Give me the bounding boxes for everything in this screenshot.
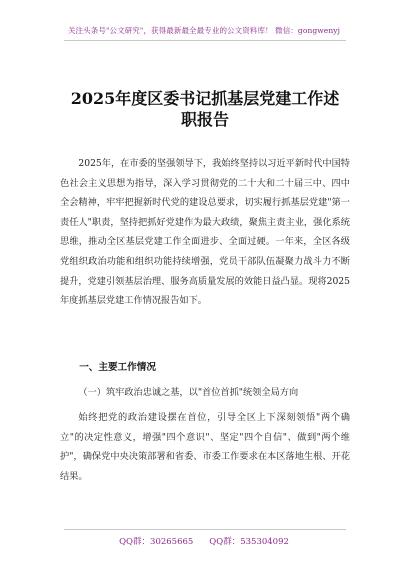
footer-qq-group-2: QQ群：535304092	[209, 537, 289, 547]
intro-paragraph: 2025年，在市委的坚强领导下，我始终坚持以习近平新时代中国特色社会主义思想为指导，深入学习贯彻党的二十大和二十届三中、四中全会精神，牢牢把握新时代党的建设总要求，切实履行抓基层党建"第一责任人"职责，坚持把抓好党建作为最大政绩，聚焦主责主业，强化系统思维，推动全区基层党建工作全面进步、全面过硬。一年来，全区各级党组织政治功能和组织功能持续增强，党员干部队伍凝聚力战斗力不断提升，党建引领基层治理、服务高质量发展的效能日益凸显。现将2025年度抓基层党建工作情况报告如下。	[60, 158, 350, 307]
intro-section	[60, 154, 350, 311]
header-divider	[64, 40, 346, 41]
footer-qq-group-1: QQ群：30265665	[119, 537, 194, 547]
footer-contact	[0, 535, 408, 547]
subsection-1-paragraph: 始终把党的政治建设摆在首位，引导全区上下深刻领悟"两个确立"的决定性意义，增强"四个意识"、坚定"四个自信"、做到"两个维护"，确保党中央决策部署和省委、市委工作要求在本区落地生根、开花结果。	[60, 412, 350, 482]
document-title: 2025年度区委书记抓基层党建工作述职报告	[70, 89, 340, 129]
section-heading-main-work: 一、主要工作情况	[79, 362, 156, 373]
subsection-1-body	[60, 408, 350, 486]
header-watermark: 关注头条号"公文研究"，获得最新最全最专业的公文资料库！ 微信：gongwenyj	[67, 26, 341, 35]
footer-divider	[64, 529, 346, 530]
subsection-heading-political: （一）筑牢政治忠诚之基，以"首位首抓"统领全局方向	[78, 387, 299, 398]
